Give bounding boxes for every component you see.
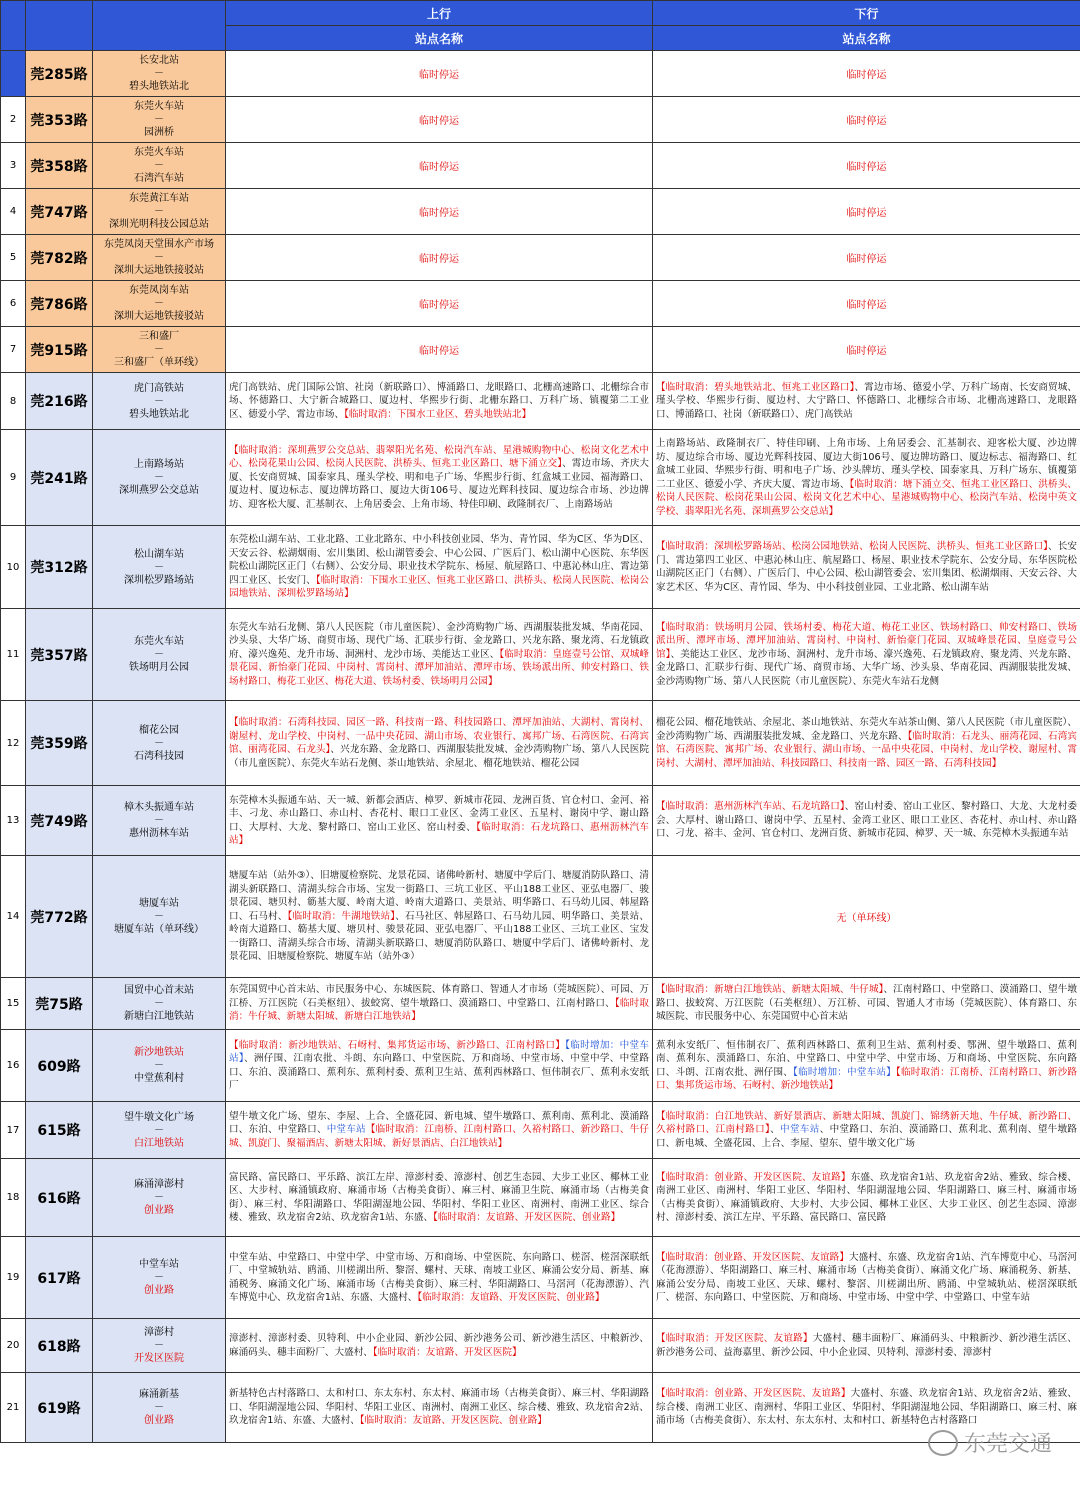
- stations-down-segment: 【临时取消：江南桥、江南村路口、新沙路口、集邦货运市场、石岈村、新沙地铁站】: [656, 1066, 1078, 1091]
- stations-up: [226, 1159, 653, 1237]
- stations-up-segment: 【临时取消：友谊路、开发区医院】: [372, 1346, 522, 1358]
- terminal-separator: －: [154, 1340, 164, 1351]
- stations-down-segment: 【临时取消：创业路、开发区医院、友谊路】: [656, 1388, 851, 1400]
- stations-down-segment: 【临时取消：惠州沥林汽车站、石龙坑路口】: [656, 801, 845, 813]
- start-terminal: 麻涌漳澎村: [134, 1179, 184, 1190]
- stations-up-segment: 漳澎村、漳澎村委、贝特利、中小企业园、新沙公园、新沙港务公司、新沙港生活区、中粮新沙、麻涌码头、穗丰面粉厂、大盛村、: [229, 1333, 649, 1358]
- route-name: 莞915路: [26, 327, 93, 373]
- stations-down-segment: 【临时取消：创业路、开发区医院、友谊路】: [656, 1251, 849, 1263]
- row-number: 11: [1, 609, 26, 701]
- start-terminal: 漳澎村: [144, 1327, 174, 1338]
- table-row: [1, 609, 1080, 701]
- start-terminal: 长安北站: [139, 55, 179, 66]
- stations-up-text: 临时停运: [419, 300, 459, 311]
- start-terminal: 樟木头振通车站: [124, 802, 194, 813]
- route-name: 莞312路: [26, 526, 93, 609]
- stations-down: [653, 327, 1080, 373]
- table-row: [1, 235, 1080, 281]
- route-terminals: [93, 856, 226, 978]
- terminal-separator: －: [154, 649, 164, 660]
- end-terminal: 三和盛厂（单环线）: [114, 357, 204, 368]
- terminal-separator: －: [154, 1124, 164, 1136]
- stations-down-segment: 【临时取消：开发区医院、友谊路】: [656, 1333, 813, 1344]
- row-number: 10: [1, 526, 26, 609]
- end-terminal: 开发区医院: [134, 1353, 184, 1364]
- route-name: 莞772路: [26, 856, 93, 978]
- route-terminals: [93, 143, 226, 189]
- stations-down-text: 临时停运: [846, 346, 887, 357]
- end-terminal: 深圳大运地铁接驳站: [114, 311, 204, 322]
- terminal-separator: －: [154, 298, 164, 309]
- stations-up-segment: 【临时取消：新沙地铁站、石岈村、集邦货运市场、新沙路口、江南村路口】: [229, 1039, 566, 1051]
- stations-up-segment: 【临时取消：牛湖地铁站】: [287, 910, 396, 922]
- stations-down-text: 无（单环线）: [836, 913, 897, 924]
- stations-down: [653, 97, 1080, 143]
- route-name: 615路: [26, 1102, 93, 1159]
- stations-up: [226, 189, 653, 235]
- stations-up-segment: 、兴龙东路、金龙路口、西湖服装批发城、金沙湾购物广场、第八人民医院（市儿童医院）、东莞火车站石龙侧、茶山地铁站、余屋北、榴花地铁站、榴花公园: [229, 744, 650, 769]
- start-terminal: 榴花公园: [139, 724, 179, 736]
- route-terminals: [93, 373, 226, 430]
- route-name: 莞285路: [26, 51, 93, 97]
- stations-up-segment: 东莞松山湖车站、工业北路、工业北路东、中小科技创业园、华为、青竹园、华为C区、华为D区、天安云谷、松湖烟雨、宏川集团、松山湖管委会、中心公园、广医后门、松山湖中心医院、东华医院松山湖院区正门（右侧）、公安分局、职业技术学院东、杨屋、航屋路口、中惠沁林山庄、霄边第四工业区、长安门、: [229, 534, 649, 586]
- route-terminals: [93, 1102, 226, 1159]
- table-row: [1, 373, 1080, 430]
- stations-down-segment: 、江南村路口、中堂路口、漠涌路口、望牛墩路口、拔蛟窝、万江医院（石美枢纽）、万江桥、可园、智通人才市场（莞城医院）、体育路口、东城医院、市民服务中心、东莞国贸中心首末站: [656, 984, 1077, 1023]
- stations-up-text: 临时停运: [419, 70, 459, 81]
- table-row: [1, 97, 1080, 143]
- terminal-separator: －: [154, 395, 164, 407]
- header-up: 上行: [226, 1, 653, 26]
- stations-up-text: 临时停运: [419, 116, 459, 127]
- stations-down-text: 临时停运: [846, 116, 887, 127]
- terminal-separator: －: [154, 998, 164, 1009]
- stations-up: [226, 701, 653, 786]
- stations-up: [226, 235, 653, 281]
- terminal-separator: －: [154, 737, 164, 749]
- row-number: [1, 51, 26, 97]
- stations-down: [653, 235, 1080, 281]
- row-number: 12: [1, 701, 26, 786]
- stations-up-segment: 虎门高铁站、虎门国际公馆、社岗（新联路口）、博涌路口、龙眼路口、北栅高速路口、北栅综合市场、怀德路口、大宁新合城路口、厦边村、华熙步行街、北栅东路口、万科广场、镇覆第二工业区、德爱小学、霄边市场、: [229, 381, 649, 420]
- end-terminal: 深圳燕罗公交总站: [119, 485, 199, 496]
- stations-down-segment: 中堂车站: [780, 1124, 820, 1136]
- stations-down-text: 临时停运: [846, 254, 887, 265]
- route-terminals: [93, 281, 226, 327]
- header-blank-no: [1, 1, 26, 51]
- start-terminal: 虎门高铁站: [134, 382, 184, 394]
- stations-up-segment: 望牛墩文化广场、望东、李屋、上合、全盛花园、新电城、望牛墩路口、蕉利南、蕉利北、漠涌路口、东泊、中堂路口、: [229, 1110, 649, 1136]
- end-terminal: 创业路: [144, 1205, 174, 1216]
- stations-up: [226, 856, 653, 978]
- stations-up: [226, 1030, 653, 1102]
- stations-down-segment: 【临时取消：碧头地铁站北、恒兆工业区路口】: [656, 381, 855, 393]
- route-terminals: [93, 235, 226, 281]
- table-row: [1, 281, 1080, 327]
- stations-up-segment: 【临时取消：皇庭壹号公馆、双城峰景花园、新怡豪门花园、中岗村、霄岗村、潭坪加油站、潭坪市场、铁场派出所、帅安村路口、铁场村路口、梅花工业区、梅花大道、铁场村委、铁场明月公园】: [229, 648, 650, 687]
- route-terminals: [93, 327, 226, 373]
- table-row: [1, 1030, 1080, 1102]
- terminal-separator: －: [154, 252, 164, 263]
- stations-up-segment: 【临时取消：江南桥、江南村路口、久裕村路口、新沙路口、牛仔城、凯旋门、聚福酒店、新塘太阳城、新好景酒店、白江地铁站】: [229, 1124, 650, 1149]
- table-row: [1, 51, 1080, 97]
- stations-up: [226, 51, 653, 97]
- stations-up-text: 临时停运: [419, 254, 459, 265]
- stations-down-text: 临时停运: [846, 300, 887, 311]
- table-row: [1, 1373, 1080, 1443]
- start-terminal: 上南路场站: [134, 459, 184, 470]
- terminal-separator: －: [154, 160, 164, 171]
- row-number: 16: [1, 1030, 26, 1102]
- end-terminal: 创业路: [144, 1285, 174, 1296]
- header-up-stations: 站点名称: [226, 26, 653, 51]
- stations-down-segment: 【临时取消：深圳松罗路场站、松岗公园地铁站、松岗人民医院、洪桥头、恒兆工业区路口】: [656, 541, 1049, 552]
- stations-up-segment: 【临时取消：深圳燕罗公交总站、翡翠阳光名苑、松岗汽车站、星港城购物中心、松岗文化艺术中心、松岗花果山公园、松岗人民医院、洪桥头、恒兆工业区路口、塘下涌立交】: [229, 444, 649, 470]
- end-terminal: 新塘白江地铁站: [124, 1011, 194, 1022]
- route-name: 莞786路: [26, 281, 93, 327]
- table-row: [1, 786, 1080, 856]
- route-terminals: [93, 51, 226, 97]
- route-name: 617路: [26, 1237, 93, 1319]
- stations-down: [653, 1159, 1080, 1237]
- stations-up: [226, 373, 653, 430]
- route-name: 莞353路: [26, 97, 93, 143]
- stations-up: [226, 143, 653, 189]
- stations-up-segment: 【临时取消：牛仔城、新塘太阳城、新塘白江地铁站】: [229, 997, 650, 1023]
- start-terminal: 塘厦车站: [139, 898, 179, 909]
- route-terminals: [93, 1319, 226, 1373]
- stations-up-segment: 中堂车站: [326, 1124, 366, 1136]
- row-number: 6: [1, 281, 26, 327]
- stations-down-text: 临时停运: [846, 208, 887, 219]
- stations-down: [653, 373, 1080, 430]
- start-terminal: 望牛墩文化广场: [124, 1111, 194, 1123]
- watermark: [928, 1427, 1052, 1458]
- end-terminal: 石湾汽车站: [134, 173, 184, 184]
- stations-down: [653, 1030, 1080, 1102]
- table-row: [1, 1102, 1080, 1159]
- row-number: 4: [1, 189, 26, 235]
- stations-up-text: 临时停运: [419, 162, 459, 173]
- route-terminals: [93, 978, 226, 1030]
- stations-down-segment: 镇覆第二工业区: [656, 465, 1078, 490]
- route-terminals: [93, 189, 226, 235]
- stations-up-segment: 东莞樟木头振通车站、天一城、新都会酒店、樟罗、新城市花园、龙洲百货、官仓村口、金河、裕丰、刁龙、赤山路口、赤山村、杏花村、眼口工业区、金湾工业区、五星村、谢岗中学、谢山路口、大厚村、大龙、黎村路口、窑山工业区、窑山村委、: [229, 794, 649, 833]
- stations-down: [653, 1102, 1080, 1159]
- stations-down: [653, 609, 1080, 701]
- row-number: 14: [1, 856, 26, 978]
- stations-up: [226, 327, 653, 373]
- end-terminal: 塘厦车站（单环线）: [114, 924, 204, 935]
- row-number: 5: [1, 235, 26, 281]
- stations-down: [653, 1237, 1080, 1319]
- route-terminals: [93, 609, 226, 701]
- stations-up: [226, 1237, 653, 1319]
- header-down: 下行: [653, 1, 1080, 26]
- row-number: 3: [1, 143, 26, 189]
- stations-down-segment: 大盛村、穗丰面粉厂、麻涌码头、中粮新沙、新沙港生活区、新沙港务公司、益海嘉里、新沙公园、中小企业园、贝特利、漳澎村委、漳澎村: [656, 1333, 1078, 1358]
- row-number: 7: [1, 327, 26, 373]
- stations-down-segment: 【临时取消：铁场明月公园、铁场村委、梅花大道、梅花工业区、铁场村路口、帅安村路口、铁场派出所、潭坪市场、潭坪加油站、霄岗村、中岗村、新怡豪门花园、双城峰景花园、皇庭壹号公馆】: [656, 621, 1077, 660]
- table-row: [1, 189, 1080, 235]
- stations-down-segment: 、窑山村委、窑山工业区、黎村路口、大龙、大龙村委会、大厚村、谢山路口、谢岗中学、五星村、金湾工业区、眼口工业区、杏花村、赤山村、赤山路口、刁龙、裕丰、金河、官仓村口、龙洲百货、新城市花园、樟罗、天一城、东莞樟木头振通车站: [656, 801, 1078, 840]
- end-terminal: 深圳光明科技公园总站: [109, 219, 209, 230]
- stations-down-segment: 、美能达工业区、龙沙市场、洞洲村、龙升市场、濠兴逸苑、石龙镇政府、聚龙湾、兴龙东路、金龙路口、汇联步行街、现代广场、商贸市场、大华广场、沙头泉、华南花园、西湖服装批发城、金沙湾购物广场、第八人民医院（市儿童医院）、东莞火车站石龙侧: [656, 648, 1077, 687]
- terminal-separator: －: [154, 1060, 164, 1071]
- row-number: 9: [1, 430, 26, 526]
- end-terminal: 中堂蕉利村: [134, 1073, 184, 1084]
- row-number: 8: [1, 373, 26, 430]
- route-terminals: [93, 1373, 226, 1443]
- terminal-separator: －: [154, 561, 164, 573]
- start-terminal: 东莞火车站: [134, 101, 184, 112]
- stations-down: [653, 143, 1080, 189]
- route-terminals: [93, 1030, 226, 1102]
- stations-down: [653, 856, 1080, 978]
- stations-down-segment: 东盛、玖龙宿舍1站、玖龙宿舍2站、雅致、综合楼、南洲工业区、南洲村、华阳工业区、华阳村、华阳湖湿地公园、华阳湖路口、麻三村、麻涌市场（古梅美食街）、麻涌镇政府、大步村、大步公园、椰林工业区、大步工业区、创艺生态园、漳澎村、漳澎村委、滨江左岸、平乐路、富民路口、富民路: [656, 1171, 1077, 1223]
- table-row: [1, 1319, 1080, 1373]
- start-terminal: 松山湖车站: [134, 548, 184, 560]
- route-name: 609路: [26, 1030, 93, 1102]
- stations-down: [653, 430, 1080, 526]
- stations-up: [226, 978, 653, 1030]
- stations-up-segment: 【临时取消：友谊路、开发区医院、创业路】: [433, 1212, 621, 1223]
- terminal-separator: －: [154, 344, 164, 355]
- table-row: [1, 856, 1080, 978]
- wechat-icon: [928, 1430, 958, 1456]
- route-name: 619路: [26, 1373, 93, 1443]
- header-blank-route: [26, 1, 93, 51]
- stations-down-text: 临时停运: [846, 162, 887, 173]
- table-row: [1, 978, 1080, 1030]
- route-name: 616路: [26, 1159, 93, 1237]
- stations-down: [653, 786, 1080, 856]
- stations-down-segment: 、: [770, 1124, 781, 1136]
- stations-up-segment: 、霄边市场、齐庆大厦、长安商贸城、国泰家具、瑾头学校、明和电子广场、华熙步行街、红盒城工业园、福海路口、厦边村、厦边标志、厦边牌坊路口、厦边大街106号、厦边光辉科技园、厦边综合市场、沙边牌坊、迎客松大厦、汇基制衣、上角居委会、上角市场、特佳印刷、政隆制衣厂、上南路场站: [229, 458, 649, 510]
- route-terminals: [93, 1159, 226, 1237]
- route-terminals: [93, 1237, 226, 1319]
- stations-up: [226, 786, 653, 856]
- start-terminal: 东莞火车站: [134, 636, 184, 647]
- terminal-separator: －: [154, 1272, 164, 1283]
- terminal-separator: －: [154, 1192, 164, 1203]
- route-terminals: [93, 526, 226, 609]
- stations-up-text: 临时停运: [419, 346, 459, 357]
- stations-down-segment: 、中堂路口、东泊、漠涌路口、蕉利北、蕉利南、望牛墩路口、新电城、全盛花园、上合、李屋、望东、望牛墩文化广场: [656, 1124, 1078, 1149]
- table-row: [1, 327, 1080, 373]
- stations-down: [653, 281, 1080, 327]
- start-terminal: 麻涌新基: [139, 1389, 179, 1400]
- stations-down-segment: 【临时取消：石龙头、丽湾花园、石湾宾馆、石湾医院、寓邦广场、农业银行、湖山市场、一品中央花园、中岗村、龙山学校、谢屋村、霄岗村、大湖村、潭坪加油站、科技园路口、科技南一路、园区一路、石湾科技园】: [656, 730, 1078, 769]
- stations-up-segment: 新基特色古村落路口、太和村口、东太东村、东太村、麻涌市场（古梅美食街）、麻三村、华阳湖路口、华阳湖湿地公园、华阳村、华阳工业区、南洲村、南洲工业区、综合楼、雅致、玖龙宿舍2站、玖龙宿舍1站、东盛、大盛村、: [229, 1388, 649, 1427]
- stations-up-segment: 【临时增加：中堂车站】: [229, 1039, 650, 1064]
- stations-up: [226, 1319, 653, 1373]
- start-terminal: 国贸中心首末站: [124, 985, 194, 996]
- route-name: 莞75路: [26, 978, 93, 1030]
- table-row: [1, 701, 1080, 786]
- stations-down-segment: 、长安门、霄边第四工业区、中惠沁林山庄、航屋路口、杨屋、职业技术学院东、公安分局、东华医院松山湖院区正门（右侧）、广医后门、中心公园、松山湖管委会、宏川集团、松湖烟雨、天安云谷、大家艺术区、华为C区、青竹园、华为、中小科技创业园、工业北路、松山湖车站: [656, 541, 1077, 593]
- stations-down-segment: 蕉利永安纸厂、恒伟制衣厂、蕉利西林路口、蕉利卫生站、蕉利村委、鄂洲、望牛墩路口、蕉利南、蕉利东、漠涌路口、东泊、中堂路口、中堂中学、中堂市场、万和商场、中堂医院、东向路口、斗朗、江南农批、洲仔围、: [656, 1039, 1077, 1078]
- row-number: 21: [1, 1373, 26, 1443]
- stations-up-segment: 东莞火车站石龙侧、第八人民医院（市儿童医院）、金沙湾购物广场、西湖服装批发城、华南花园、沙头泉、大华广场、商贸市场、现代广场、汇联步行街、金龙路口、兴龙东路、聚龙湾、石龙镇政府、濠兴逸苑、龙升市场、洞洲村、龙沙市场、美能达工业区、: [229, 621, 649, 660]
- route-terminals: [93, 97, 226, 143]
- table-row: [1, 526, 1080, 609]
- terminal-separator: －: [154, 68, 164, 79]
- stations-up: [226, 609, 653, 701]
- end-terminal: 碧头地铁站北: [129, 81, 189, 92]
- row-number: 15: [1, 978, 26, 1030]
- stations-up-segment: 【临时取消：石龙坑路口、惠州沥林汽车站】: [229, 821, 650, 846]
- stations-up: [226, 281, 653, 327]
- stations-down-text: 临时停运: [846, 70, 887, 81]
- watermark-text: 东莞交通: [963, 1432, 1052, 1457]
- stations-up-segment: 中堂车站、中堂路口、中堂中学、中堂市场、万和商场、中堂医院、东向路口、槎滘、槎滘深联纸厂、中堂城轨站、鸥涌、川槎湖出所、黎滘、螺村、天球、南坡工业区、麻涌公安分局、新基、麻涌税务、麻涌文化广场、麻涌市场（古梅美食街）、麻三村、华阳湖路口、马滘河（花海漂游）、汽车博览中心、玖龙宿舍1站、东盛、大盛村、: [229, 1251, 649, 1303]
- route-name: 莞359路: [26, 701, 93, 786]
- stations-up-segment: 【临时取消：石湾科技园、园区一路、科技南一路、科技园路口、潭坪加油站、大湖村、霄岗村、谢屋村、龙山学校、中岗村、一品中央花园、湖山市场、农业银行、寓邦广场、石湾医院、石湾宾馆、丽湾花园、石龙头】: [229, 717, 649, 755]
- row-number: 18: [1, 1159, 26, 1237]
- table-row: [1, 1237, 1080, 1319]
- stations-down-segment: 【临时取消：新塘白江地铁站、新塘太阳城、牛仔城】: [656, 984, 884, 996]
- terminal-separator: －: [154, 1402, 164, 1413]
- table-row: [1, 1159, 1080, 1237]
- start-terminal: 东莞黄江车站: [129, 193, 189, 204]
- header-down-stations: 站点名称: [653, 26, 1080, 51]
- stations-down-segment: 、德爱小学、齐庆大厦、霄边市场、: [694, 478, 850, 490]
- stations-down-segment: 大盛村、东盛、玖龙宿舍1站、玖龙宿舍2站、雅致、综合楼、南洲工业区、南洲村、华阳工业区、华阳村、华阳湖湿地公园、华阳湖路口、麻三村、麻涌市场（古梅美食街）、东太村、东太东村、太和村口、新基特色古村落路口: [656, 1388, 1077, 1427]
- stations-up-segment: 富民路、富民路口、平乐路、滨江左岸、漳澎村委、漳澎村、创艺生态园、大步工业区、椰林工业区、大步村、麻涌镇政府、麻涌市场（古梅美食街）、麻三村、麻涌卫生院、麻涌市场（古梅美食街）、麻三村、华阳湖路口、华阳湖湿地公园、华阳村、华阳工业区、南洲村、南洲工业区、综合楼、雅致、玖龙宿舍2站、玖龙宿舍1站、东盛、: [229, 1171, 649, 1223]
- stations-down-segment: 【临时取消：创业路、开发区医院、友谊路】: [656, 1171, 851, 1183]
- stations-up: [226, 1102, 653, 1159]
- route-name: 莞357路: [26, 609, 93, 701]
- row-number: 2: [1, 97, 26, 143]
- end-terminal: 铁场明月公园: [129, 662, 189, 673]
- stations-up-segment: 【临时取消：下围水工业区、碧头地铁站北】: [344, 408, 532, 420]
- terminal-separator: －: [154, 206, 164, 217]
- route-name: 莞749路: [26, 786, 93, 856]
- stations-down: [653, 189, 1080, 235]
- stations-up-segment: 【临时取消：友谊路、开发区医院、创业路】: [417, 1292, 605, 1303]
- table-row: [1, 430, 1080, 526]
- stations-down-segment: 、霄边市场、德爱小学、万科广场南、长安商贸城、瑾头学校、华熙步行街、厦边村、大宁路口、怀德路口、北栅综合市场、北栅高速路口、龙眼路口、博涌路口、社岗（新联路口）、虎门高铁站: [656, 381, 1078, 420]
- header-blank-terminal: [93, 1, 226, 51]
- stations-up: [226, 526, 653, 609]
- route-name: 莞358路: [26, 143, 93, 189]
- route-name: 莞241路: [26, 430, 93, 526]
- end-terminal: 深圳松罗路场站: [124, 574, 194, 586]
- start-terminal: 东莞火车站: [134, 147, 184, 158]
- stations-down: [653, 51, 1080, 97]
- stations-down: [653, 526, 1080, 609]
- stations-up-segment: 塘厦车站（站外③）、旧塘厦检察院、龙景花园、诸佛岭新村、塘厦中学后门、塘厦消防队路口、清湖头新联路口、清湖头综合市场、宝发一街路口、三坑工业区、平山188工业区、亚弘电器厂、骏景花园、塘贝村、簕基大厦、岭南大道、岭南大道路口、美景站、明华路口、石马幼儿园、韩屋路口、石马村、: [229, 870, 649, 922]
- stations-up-segment: 【临时取消：下围水工业区、恒兆工业区路口、洪桥头、松岗人民医院、松岗公园地铁站、深圳松罗路场站】: [229, 574, 649, 600]
- terminal-separator: －: [154, 472, 164, 483]
- end-terminal: 惠州沥林车站: [129, 828, 189, 839]
- stations-down-segment: 大盛村、东盛、玖龙宿舍1站、汽车博览中心、马滘河（花海漂游）、华阳湖路口、麻三村、麻涌市场（古梅美食街）、麻涌文化广场、麻涌税务、新基、麻涌公安分局、南坡工业区、天球、螺村、黎滘、川槎湖出所、鸥涌、中堂城轨站、槎滘深联纸厂、槎滘、东向路口、中堂医院、万和商场、中堂市场、中堂中学、中堂路口、中堂车站: [656, 1251, 1078, 1303]
- end-terminal: 碧头地铁站北: [129, 408, 189, 420]
- stations-down-segment: 上南路场站、政隆制衣厂、特佳印刷、上角市场、上角居委会、汇基制衣、迎客松大厦、沙边牌坊、厦边综合市场、厦边光辉科技园、厦边大街106号、厦边牌坊路口、厦边标志、福海路口、红盒城工业园、华熙步行街、明和电子广场、沙头牌坊、瑾头学校、国泰家具、万科广场东、: [656, 438, 1077, 476]
- stations-up: [226, 1373, 653, 1443]
- stations-up: [226, 430, 653, 526]
- start-terminal: 中堂车站: [139, 1259, 179, 1270]
- end-terminal: 园洲桥: [144, 127, 174, 138]
- start-terminal: 三和盛厂: [139, 331, 179, 342]
- stations-up-segment: 【临时取消：友谊路、开发区医院、创业路】: [359, 1415, 547, 1427]
- end-terminal: 深圳大运地铁接驳站: [114, 265, 204, 276]
- stations-down-segment: 【临时取消：塘下涌立交、恒兆工业区路口、洪桥头、松岗人民医院、松岗花果山公园、松岗文化艺术中心、星港城购物中心、松岗汽车站、松岗中英文学校、翡翠阳光名苑、深圳燕罗公交总站】: [656, 478, 1078, 517]
- terminal-separator: －: [154, 815, 164, 826]
- end-terminal: 石湾科技园: [134, 750, 184, 762]
- stations-down: [653, 978, 1080, 1030]
- route-name: 莞747路: [26, 189, 93, 235]
- route-terminals: [93, 701, 226, 786]
- terminal-separator: －: [154, 114, 164, 125]
- row-number: 20: [1, 1319, 26, 1373]
- stations-down-segment: 【临时取消：白江地铁站、新好景酒店、新塘太阳城、凯旋门、锦绣新天地、牛仔城、新沙路口、久裕村路口、江南村路口】: [656, 1110, 1077, 1136]
- stations-up-segment: 东莞国贸中心首末站、市民服务中心、东城医院、体育路口、智通人才市场（莞城医院）、可园、万江桥、万江医院（石美枢纽）、拔蛟窝、望牛墩路口、漠涌路口、中堂路口、江南村路口、: [229, 984, 649, 1009]
- route-terminals: [93, 430, 226, 526]
- stations-down: [653, 701, 1080, 786]
- route-terminals: [93, 786, 226, 856]
- stations-up-segment: 、洲仔围、江南农批、斗朗、东向路口、中堂医院、万和商场、中堂市场、中堂中学、中堂路口、东泊、漠涌路口、蕉利东、蕉利村委、蕉利卫生站、蕉利西林路口、恒伟制衣厂、蕉利永安纸厂: [229, 1053, 650, 1091]
- row-number: 13: [1, 786, 26, 856]
- stations-down: [653, 1319, 1080, 1373]
- route-name: 莞216路: [26, 373, 93, 430]
- row-number: 17: [1, 1102, 26, 1159]
- stations-up-segment: 、石马社区、韩屋路口、石马幼儿园、明华路口、美景站、岭南大道路口、簕基大厦、塘贝村、骏景花园、亚弘电器厂、平山188工业区、三坑工业区、宝发一街路口、清湖头综合市场、清湖头新联路口、塘厦消防队路口、塘厦中学后门、诸佛岭新村、龙景花园、旧塘厦检察院、塘厦车站（站外③）: [229, 910, 649, 963]
- start-terminal: 东莞凤岗天堂围水产市场: [104, 239, 214, 250]
- table-row: [1, 143, 1080, 189]
- end-terminal: 白江地铁站: [134, 1137, 184, 1149]
- route-name: 莞782路: [26, 235, 93, 281]
- stations-down-segment: 榴花公园、榴花地铁站、余屋北、茶山地铁站、东莞火车站茶山侧、第八人民医院（市儿童医院）、金沙湾购物广场、西湖服装批发城、金龙路口、兴龙东路、: [656, 717, 1077, 742]
- stations-up: [226, 97, 653, 143]
- terminal-separator: －: [154, 911, 164, 922]
- row-number: 19: [1, 1237, 26, 1319]
- route-table-body: [1, 51, 1080, 1443]
- stations-up-text: 临时停运: [419, 208, 459, 219]
- stations-down-segment: 【临时增加：中堂车站】: [793, 1066, 896, 1078]
- route-name: 618路: [26, 1319, 93, 1373]
- start-terminal: 东莞凤岗车站: [129, 285, 189, 296]
- end-terminal: 创业路: [144, 1415, 174, 1426]
- start-terminal: 新沙地铁站: [134, 1047, 184, 1058]
